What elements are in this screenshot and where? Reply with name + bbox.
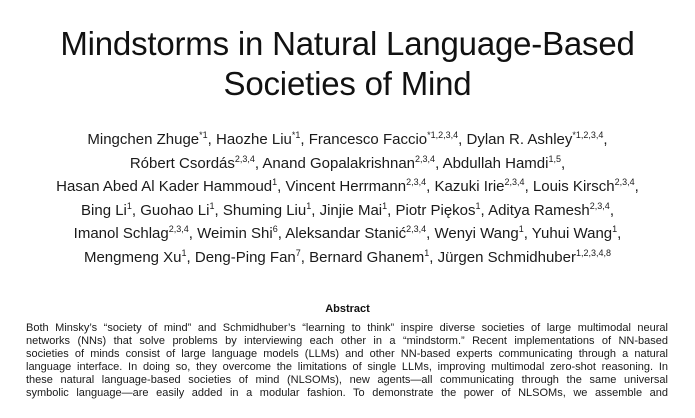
author-name: Anand Gopalakrishnan [262,154,416,172]
author-name: Imanol Schlag [73,225,169,243]
author-affiliation: 1 [272,177,278,188]
author-name: Jinjie Mai [319,201,383,219]
author-affiliation: 2,3,4 [406,177,427,188]
title-line-1: Mindstorms in Natural Language-Based [60,25,635,62]
abstract-body [26,322,668,401]
author-name: Mingchen Zhuge [87,131,200,148]
author-affiliation: 1 [612,224,618,235]
author-name: Aleksandar Stanić [285,225,407,243]
author-affiliation: *1,2,3,4 [427,130,459,140]
author-separator: , [186,248,195,266]
author-affiliation: 1 [181,247,187,258]
author-affiliation: 1 [209,200,215,211]
author-name: Abdullah Hamdi [442,154,549,172]
author-separator: , [435,154,443,172]
author-line [0,175,695,199]
author-affiliation: 2,3,4 [614,177,635,188]
author-separator: , [207,131,216,148]
author-affiliation: 1,2,3,4,8 [576,247,612,258]
abstract-line: these natural language-based societies of mind (NLSOMs), new agents—all communicating through the same universal [26,374,668,387]
author-name: Guohao Li [140,201,210,219]
author-separator: , [277,178,286,196]
author-affiliation: 1 [424,247,430,258]
author-separator: , [214,201,223,219]
title-line-2: Societies of Mind [223,65,472,102]
abstract-heading: Abstract [325,303,370,315]
author-name: Haozhe Liu [216,131,292,148]
author-separator: , [617,225,622,243]
author-line [0,152,695,176]
author-separator: , [561,154,566,172]
author-separator: , [429,248,438,266]
author-separator: , [300,248,310,266]
author-separator: , [254,154,263,172]
author-name: Bernard Ghanem [309,248,425,266]
author-separator: , [458,131,467,148]
author-affiliation: *1,2,3,4 [572,130,604,140]
author-affiliation: 2,3,4 [504,177,525,188]
author-affiliation: 1,5 [548,153,561,164]
author-name: Hasan Abed Al Kader Hammoud [56,178,273,196]
author-separator: , [634,178,639,196]
author-separator: , [131,201,141,219]
author-name: Jürgen Schmidhuber [437,248,576,266]
author-name: Mengmeng Xu [83,248,182,266]
author-separator: , [523,225,532,243]
author-name: Shuming Liu [222,201,307,219]
abstract-line: societies of minds consist of large language models (LLMs) and other NN-based experts communicating through a natural [26,348,668,361]
author-affiliation: 1 [306,200,312,211]
author-affiliation: 6 [272,224,278,235]
author-name: Weimin Shi [197,225,273,243]
author-name: Piotr Piękos [395,201,476,219]
author-separator: , [426,178,435,196]
author-name: Louis Kirsch [532,178,615,196]
abstract-line: symbolic language—are easily added in a modular fashion. To demonstrate the power of NLSOMs, we assemble and [26,387,668,400]
author-name: Francesco Faccio [308,131,428,148]
author-separator: , [603,131,608,148]
abstract-line: networks (NNs) that solve problems by interviewing each other in a “mindstorm.” Recent implementations of NN-based [26,335,668,348]
author-separator: , [300,131,309,148]
author-name: Bing Li [81,201,127,219]
abstract-line: Both Minsky’s “society of mind” and Schmidhuber’s “learning to think” inspire diverse societies of large multimodal neural [26,322,668,334]
author-affiliation: *1 [291,130,301,140]
author-separator: , [480,201,489,219]
author-separator: , [387,201,396,219]
author-list [0,128,695,270]
author-separator: , [311,201,320,219]
paper-title [0,24,695,104]
author-separator: , [426,225,435,243]
author-name: Róbert Csordás [129,154,235,172]
author-name: Deng-Ping Fan [194,248,296,266]
author-affiliation: 1 [126,200,132,211]
author-line [0,199,695,223]
author-line [0,222,695,246]
author-name: Wenyi Wang [434,225,519,243]
author-name: Dylan R. Ashley [466,131,573,148]
author-affiliation: 2,3,4 [234,153,255,164]
author-affiliation: 2,3,4 [589,200,610,211]
author-name: Yuhui Wang [531,225,613,243]
author-separator: , [609,201,614,219]
author-name: Kazuki Irie [434,178,505,196]
author-affiliation: 7 [295,247,301,258]
author-affiliation: 1 [382,200,388,211]
author-affiliation: 2,3,4 [406,224,427,235]
author-separator: , [524,178,533,196]
author-affiliation: 2,3,4 [168,224,189,235]
abstract-line: language interface. In doing so, they overcome the limitations of single LLMs, improving multimodal zero-shot reasoning. In [26,361,668,374]
author-separator: , [277,225,286,243]
author-affiliation: 1 [475,200,481,211]
author-separator: , [188,225,198,243]
author-affiliation: 2,3,4 [415,153,436,164]
author-affiliation: 1 [518,224,524,235]
author-affiliation: *1 [199,130,208,140]
author-line [0,128,695,152]
author-name: Vincent Herrmann [285,178,407,196]
author-name: Aditya Ramesh [488,201,590,219]
author-line [0,246,695,270]
